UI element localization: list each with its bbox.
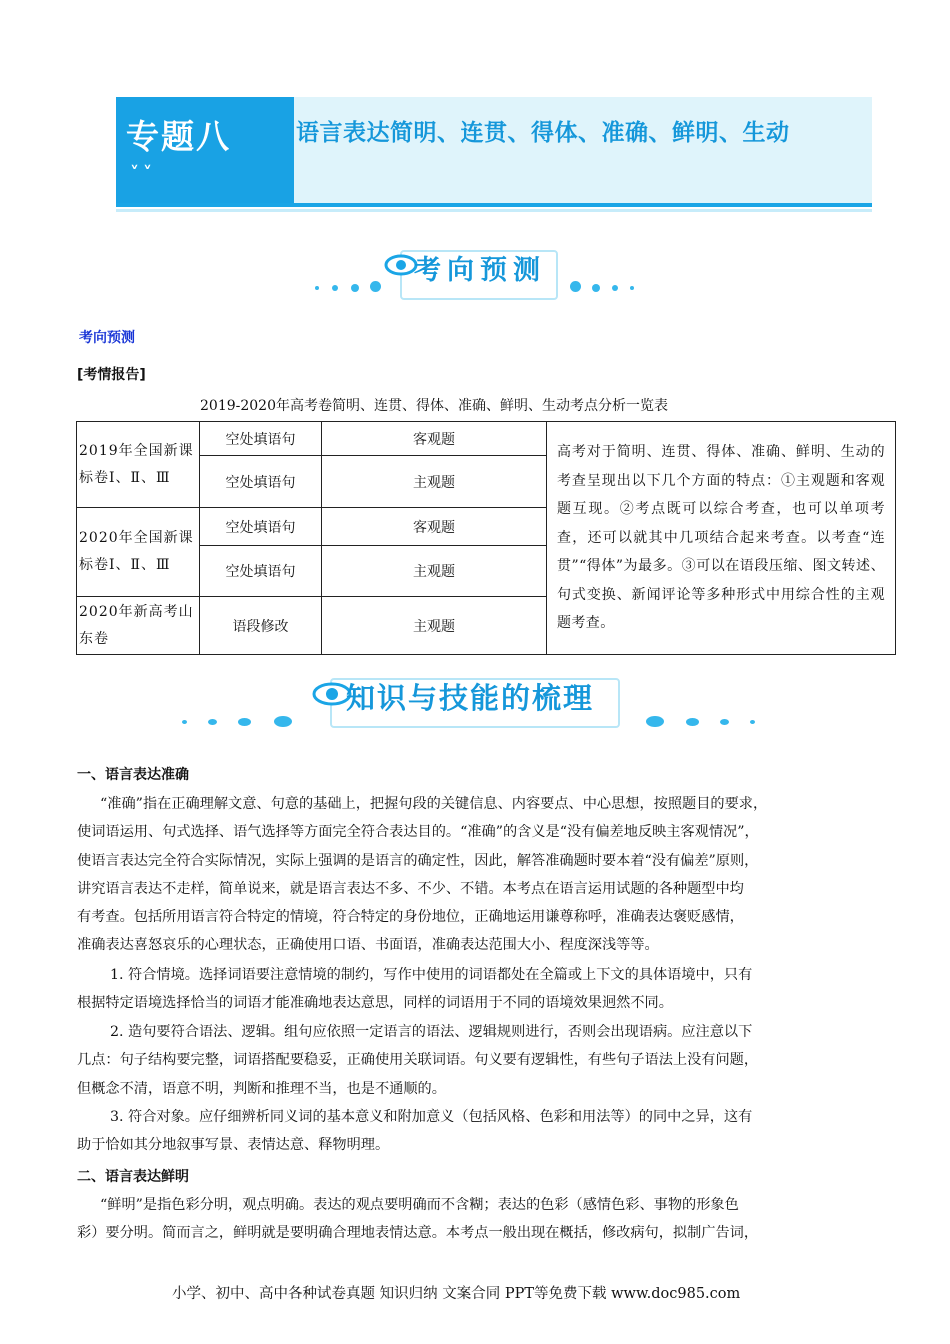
paragraph-vividness-definition	[77, 1191, 758, 1248]
section-badge-label: 知识与技能的梳理	[346, 681, 595, 715]
text-line: “鲜明”是指色彩分明，观点明确。表达的观点要明确而不含糊；表达的色彩（感情色彩、事物的形象色	[100, 1197, 739, 1213]
text-line: 3. 符合对象。应仔细辨析同义词的基本意义和附加意义（包括风格、色彩和用法等）的同中之异，这有	[110, 1109, 753, 1125]
banner-rule	[116, 203, 872, 207]
text-line: 但概念不清，语意不明，判断和推理不当，也是不通顺的。	[77, 1080, 446, 1097]
text-line: 助于恰如其分地叙事写景、表情达意、释物明理。	[77, 1137, 390, 1154]
exam-analysis-table	[76, 421, 896, 655]
table-cell-kind: 客观题	[322, 422, 547, 456]
decoration-chevrons: ˅˅	[130, 163, 156, 184]
section-badge-forecast	[300, 240, 660, 300]
table-cell-type: 空处填语句	[200, 422, 322, 456]
eye-icon	[384, 252, 418, 278]
topic-title: 语言表达简明、连贯、得体、准确、鲜明、生动	[296, 120, 790, 146]
banner-rule-light	[116, 209, 872, 212]
text-line: 根据特定语境选择恰当的词语才能准确地表达意思，同样的词语用于不同的语境效果迥然不同。	[77, 995, 673, 1012]
text-line: 彩）要分明。简而言之，鲜明就是要明确合理地表情达意。本考点一般出现在概括，修改病句，拟制广告词，	[77, 1225, 759, 1242]
table-cell-year: 2019年全国新课标卷Ⅰ、Ⅱ、Ⅲ	[77, 422, 200, 508]
table-cell-type: 空处填语句	[200, 456, 322, 508]
table-cell-year: 2020年全国新课标卷Ⅰ、Ⅱ、Ⅲ	[77, 508, 200, 597]
paragraph-accuracy-definition	[77, 790, 767, 960]
footer-download-notice: 小学、初中、高中各种试卷真题 知识归纳 文案合同 PPT等免费下载 www.doc985.com	[172, 1286, 741, 1302]
table-cell-type: 空处填语句	[200, 546, 322, 597]
paragraph-point-3	[77, 1103, 752, 1160]
section-heading-vividness: 二、语言表达鲜明	[77, 1169, 189, 1185]
topic-label-block	[116, 97, 294, 203]
text-line: 准确表达喜怒哀乐的心理状态，正确使用口语、书面语，准确表达范围大小、程度深浅等等。	[77, 937, 659, 954]
paragraph-point-1	[77, 961, 752, 1018]
table-cell-kind: 客观题	[322, 508, 547, 546]
section-badge-knowledge	[170, 672, 790, 732]
report-subheading: [考情报告]	[77, 367, 146, 383]
table-cell-note: 高考对于简明、连贯、得体、准确、鲜明、生动的考查呈现出以下几个方面的特点：①主观题和客观题互现。②考点既可以综合考查，也可以单项考查，还可以就其中几项结合起来考查。以考查“连贯”“得体”为最多。③可以在语段压缩、图文转述、句式变换、新闻评论等多种形式中用综合性的主观题考查。	[547, 422, 896, 655]
table-cell-kind: 主观题	[322, 546, 547, 597]
table-cell-type: 语段修改	[200, 597, 322, 655]
text-line: 几点：句子结构要完整，词语搭配要稳妥，正确使用关联词语。句义要有逻辑性，有些句子语法上没有问题，	[77, 1052, 759, 1069]
table-cell-kind: 主观题	[322, 456, 547, 508]
table-cell-type: 空处填语句	[200, 508, 322, 546]
text-line: 有考查。包括所用语言符合特定的情境，符合特定的身份地位，正确地运用谦尊称呼，准确表达褒贬感情，	[77, 909, 744, 926]
forecast-heading: 考向预测	[79, 330, 135, 346]
section-badge-label: 考向预测	[414, 255, 546, 286]
text-line: 使词语运用、句式选择、语气选择等方面完全符合表达目的。“准确”的含义是“没有偏差地反映主客观情况”，	[77, 824, 759, 841]
paragraph-point-2	[77, 1018, 758, 1103]
text-line: 1. 符合情境。选择词语要注意情境的制约，写作中使用的词语都处在全篇或上下文的具体语境中，只有	[110, 967, 753, 983]
table-cell-year: 2020年新高考山东卷	[77, 597, 200, 655]
text-line: 使语言表达完全符合实际情况，实际上强调的是语言的确定性，因此，解答准确题时要本着“没有偏差”原则，	[77, 852, 759, 869]
text-line: 讲究语言表达不走样，简单说来，就是语言表达不多、不少、不错。本考点在语言运用试题的各种题型中均	[77, 880, 744, 897]
topic-label: 专题八	[126, 117, 231, 156]
table-caption: 2019-2020年高考卷简明、连贯、得体、准确、鲜明、生动考点分析一览表	[200, 398, 668, 414]
section-heading-accuracy: 一、语言表达准确	[77, 767, 189, 783]
text-line: “准确”指在正确理解文意、句意的基础上，把握句段的关键信息、内容要点、中心思想，按照题目的要求，	[100, 796, 768, 812]
table-cell-kind: 主观题	[322, 597, 547, 655]
text-line: 2. 造句要符合语法、逻辑。组句应依照一定语言的语法、逻辑规则进行，否则会出现语病。应注意以下	[110, 1024, 753, 1040]
